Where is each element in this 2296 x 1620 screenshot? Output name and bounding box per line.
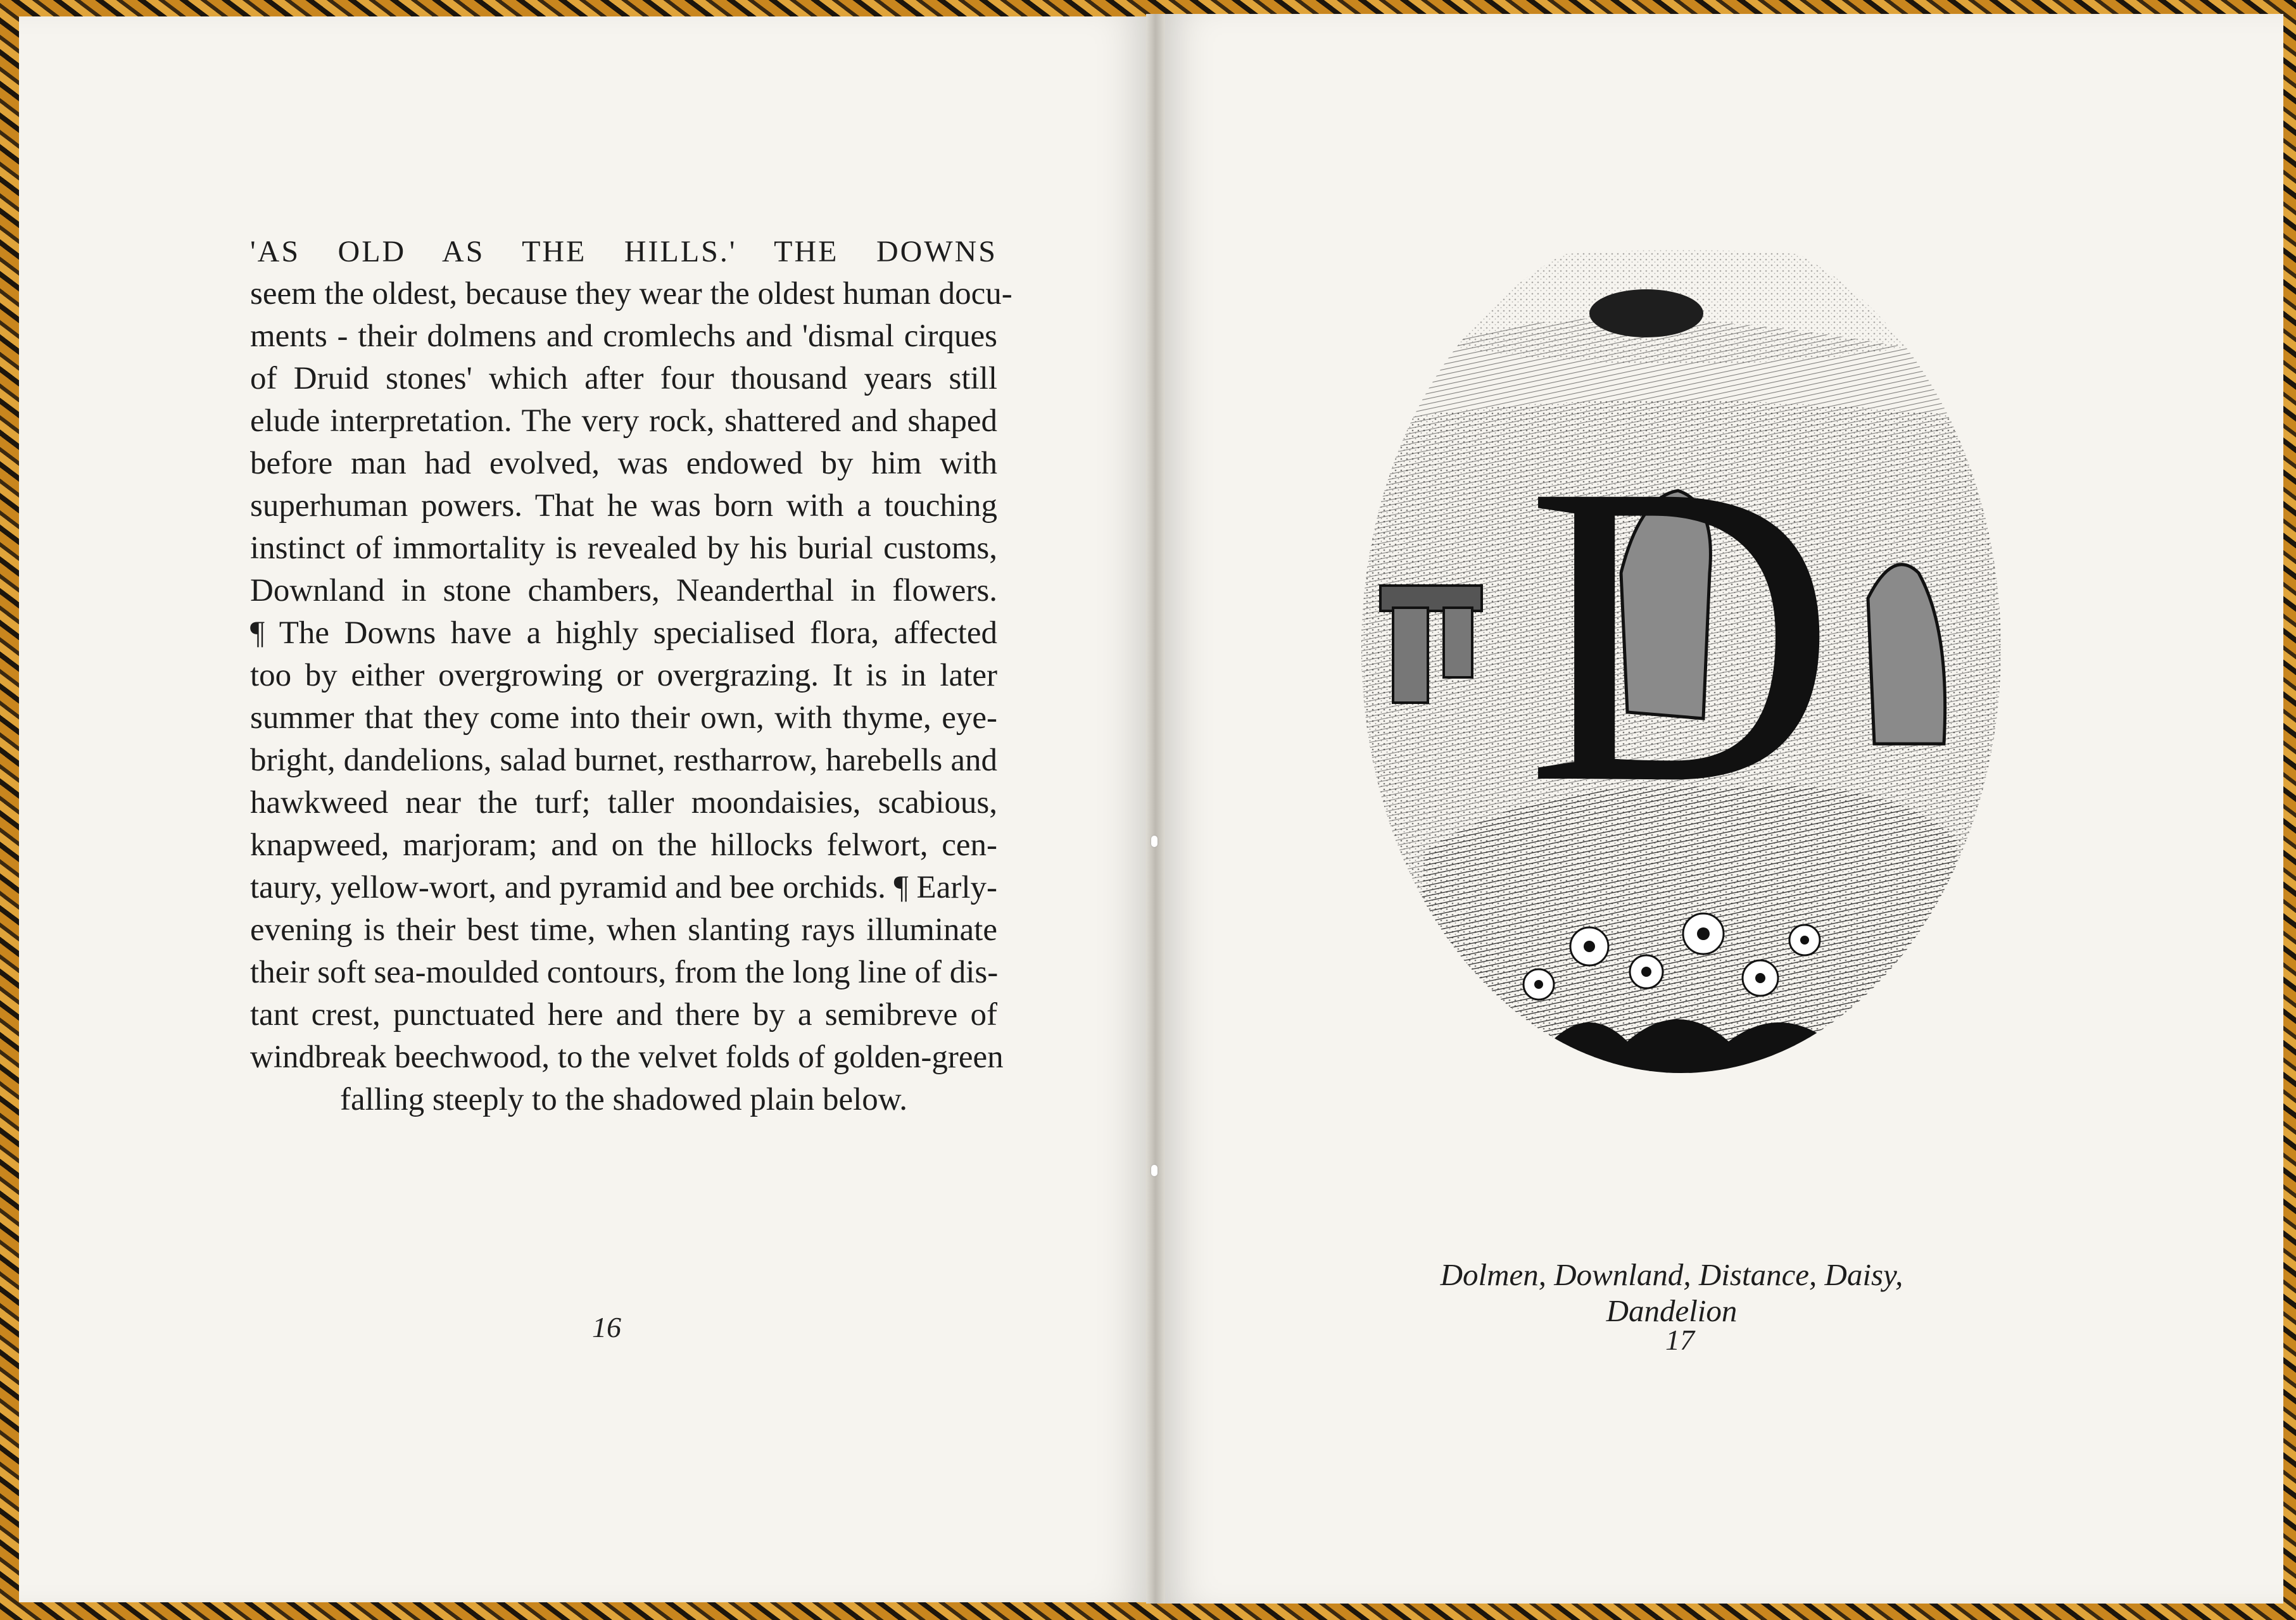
initial-letter: D (1525, 396, 1837, 872)
text-line: seem the oldest, because they wear the oldest human docu- (250, 276, 1012, 311)
text-line: elude interpretation. The very rock, shattered and shaped (250, 403, 997, 439)
text-line: falling steeply to the shadowed plain below. (339, 1082, 908, 1117)
text-line: too by either overgrowing or overgrazing. It is in later (250, 658, 997, 693)
left-page (19, 16, 1152, 1602)
text-line: superhuman powers. That he was born with a touching (250, 488, 997, 524)
text-line: evening is their best time, when slanting rays illuminate (250, 912, 997, 948)
binding-stitch (1151, 1165, 1157, 1176)
binding-stitch (1151, 836, 1157, 847)
page-number-right: 17 (1665, 1324, 1694, 1356)
page-number-left: 16 (592, 1311, 621, 1343)
text-line: bright, dandelions, salad burnet, restharrow, harebells and (250, 743, 997, 778)
text-line: ments - their dolmens and cromlechs and 'dismal cirques (250, 318, 997, 354)
text-line: knapweed, marjoram; and on the hillocks felwort, cen- (250, 827, 997, 863)
text-line: ¶ The Downs have a highly specialised flora, affected (250, 615, 997, 651)
engraved-initial-illustration (1349, 218, 2014, 1079)
text-line: summer that they come into their own, with thyme, eye- (250, 700, 997, 736)
body-text (250, 230, 1012, 1121)
text-line: instinct of immortality is revealed by his burial customs, (250, 531, 997, 566)
book-gutter (1146, 14, 1165, 1604)
illustration-caption: Dolmen, Downland, Distance, Daisy, Dandelion (1440, 1257, 1903, 1328)
text-line: before man had evolved, was endowed by him with (250, 446, 997, 481)
text-line: taury, yellow-wort, and pyramid and bee orchids. ¶ Early- (250, 870, 997, 905)
text-line: of Druid stones' which after four thousand years still (250, 361, 997, 396)
text-line: windbreak beechwood, to the velvet folds of golden-green (250, 1039, 1004, 1075)
text-line: their soft sea-moulded contours, from the long line of dis- (250, 955, 999, 990)
text-line: 'AS OLD AS THE HILLS.' THE DOWNS (250, 235, 997, 268)
text-line: hawkweed near the turf; taller moondaisies, scabious, (250, 785, 997, 820)
text-line: Downland in stone chambers, Neanderthal in flowers. (250, 573, 997, 608)
text-line: tant crest, punctuated here and there by a semibreve of (250, 997, 997, 1033)
